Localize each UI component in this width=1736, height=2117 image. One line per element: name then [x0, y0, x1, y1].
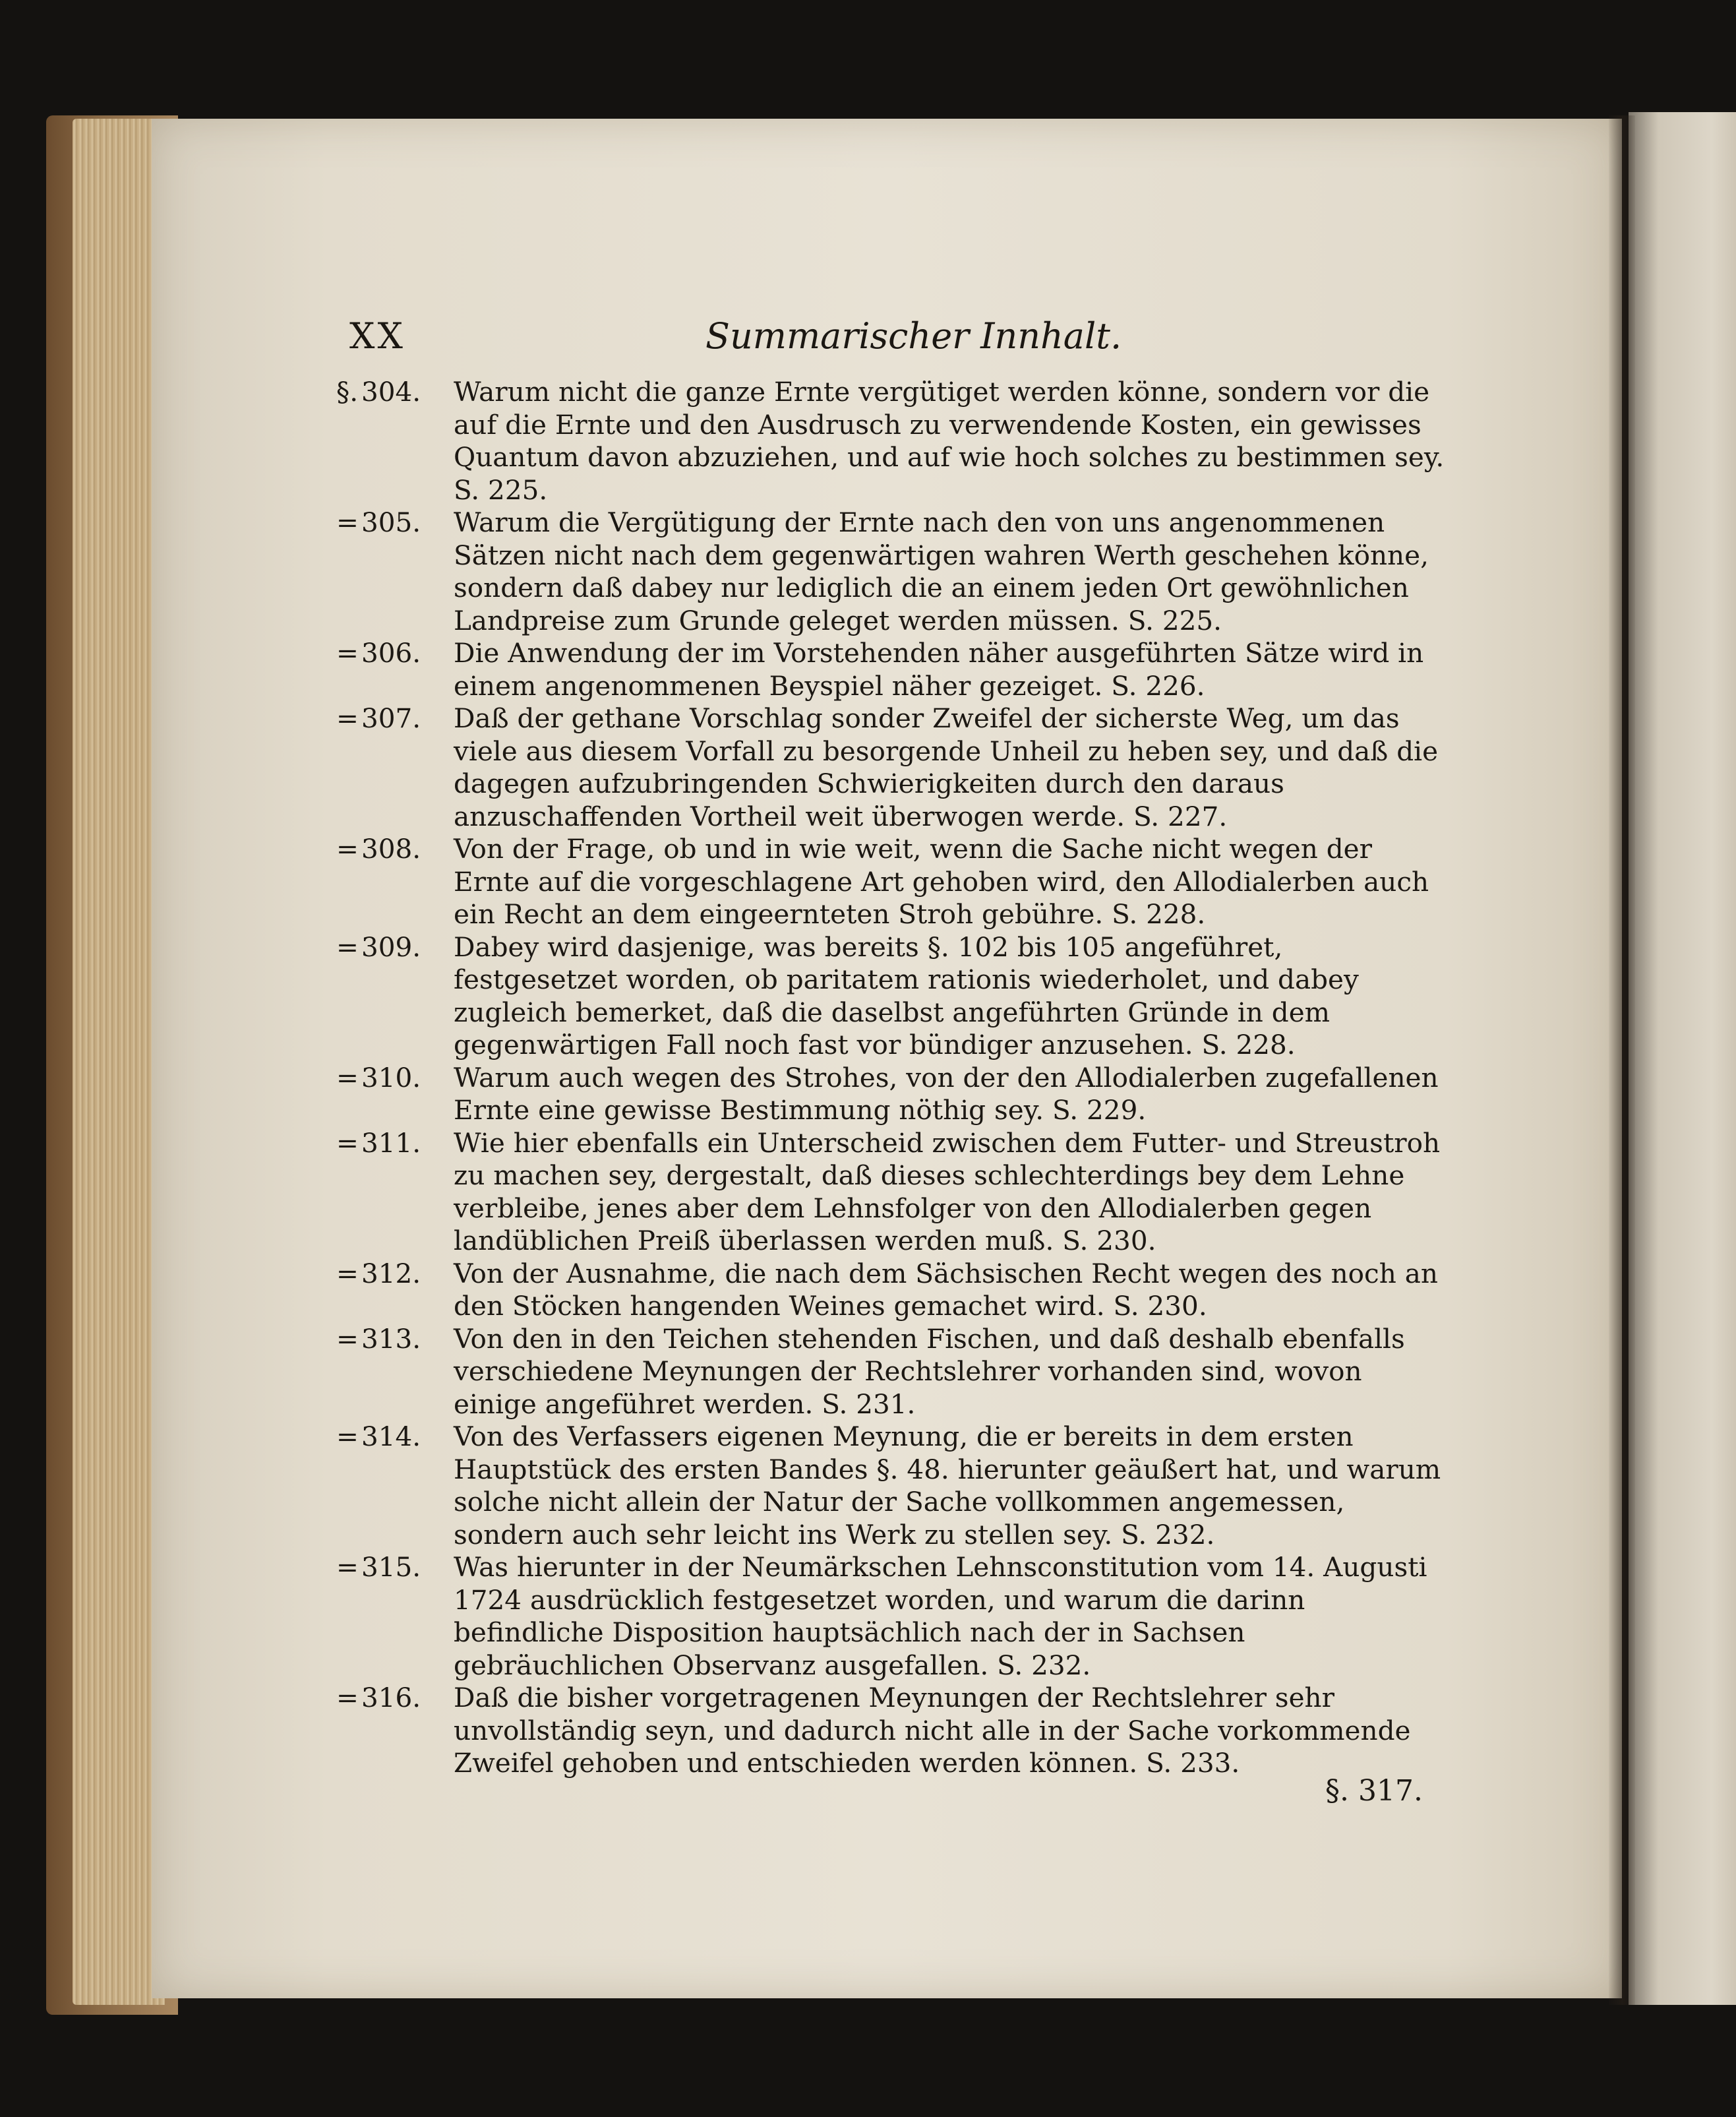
entry-text: Von des Verfassers eigenen Meynung, die er bereits in dem ersten Hauptstück des ersten Bandes §. 48. hierunter geäußert hat, und warum solche nicht allein der Natur der Sache vollkommen angemessen, sondern auch sehr leicht ins Werk zu stellen sey. S. 232. — [454, 1421, 1441, 1550]
page-stack-edge — [73, 119, 165, 2005]
ditto-mark: = — [336, 702, 359, 734]
toc-entry-310 — [336, 1062, 1451, 1127]
toc-entry-305 — [336, 506, 1451, 637]
section-number: 304. — [361, 376, 421, 408]
ditto-mark: = — [336, 1257, 359, 1289]
entry-text: Von der Ausnahme, die nach dem Sächsischen Recht wegen des noch an den Stöcken hangenden Weines gemachet wird. S. 230. — [454, 1257, 1438, 1322]
section-number: 316. — [361, 1682, 421, 1713]
table-of-contents — [336, 376, 1451, 1780]
section-number: 306. — [361, 637, 421, 669]
ditto-mark: = — [336, 506, 359, 538]
entry-text: Die Anwendung der im Vorstehenden näher ausgeführten Sätze wird in einem angenommenen Beyspiel näher gezeiget. S. 226. — [454, 637, 1424, 702]
section-number: 305. — [361, 506, 421, 538]
catchword: §. 317. — [1325, 1774, 1423, 1808]
page-number: XX — [349, 315, 405, 357]
ditto-mark: = — [336, 637, 359, 669]
toc-entry-306 — [336, 637, 1451, 702]
ditto-mark: = — [336, 1551, 359, 1583]
ditto-mark: = — [336, 1126, 359, 1159]
entry-text: Warum die Vergütigung der Ernte nach den von uns angenommenen Sätzen nicht nach dem gegenwärtigen wahren Werth geschehen könne, sondern daß dabey nur lediglich die an einem jeden Ort gewöhnlichen Landpreise zum Grunde geleget werden müssen. S. 225. — [454, 506, 1429, 636]
toc-entry-315 — [336, 1551, 1451, 1682]
entry-text: Was hierunter in der Neumärkschen Lehnsconstitution vom 14. Augusti 1724 ausdrücklich festgesetzet worden, und warum die darinn befindliche Disposition hauptsächlich nach der in Sachsen gebräuchlichen Observanz ausgefallen. S. 232. — [454, 1551, 1427, 1681]
section-number: 308. — [361, 833, 421, 865]
toc-entry-316 — [336, 1682, 1451, 1780]
section-number: 309. — [361, 931, 421, 963]
ditto-mark: = — [336, 1061, 359, 1093]
section-number: 307. — [361, 702, 421, 734]
ditto-mark: = — [336, 931, 359, 963]
toc-entry-312 — [336, 1258, 1451, 1323]
toc-entry-309 — [336, 931, 1451, 1062]
section-number: 314. — [361, 1421, 421, 1452]
section-number: 311. — [361, 1126, 421, 1159]
book-gutter — [1609, 115, 1635, 2005]
entry-text: Warum auch wegen des Strohes, von der den Allodialerben zugefallenen Ernte eine gewisse Bestimmung nöthig sey. S. 229. — [454, 1061, 1439, 1126]
toc-entry-304 — [336, 376, 1451, 506]
entry-text: Daß die bisher vorgetragenen Meynungen der Rechtslehrer sehr unvollständig seyn, und dadurch nicht alle in der Sache vorkommende Zweifel gehoben und entschieden werden können. S. 233. — [454, 1682, 1411, 1779]
ditto-mark: = — [336, 1682, 359, 1713]
section-number: 312. — [361, 1257, 421, 1289]
facing-page-edge — [1629, 112, 1736, 2005]
toc-entry-313 — [336, 1323, 1451, 1421]
running-header — [349, 315, 1431, 361]
page-title: Summarischer Innhalt. — [705, 315, 1122, 357]
ditto-mark: = — [336, 1322, 359, 1355]
entry-text: Daß der gethane Vorschlag sonder Zweifel der sicherste Weg, um das viele aus diesem Vorfall zu besorgende Unheil zu heben sey, und daß die dagegen aufzubringenden Schwierigkeiten durch den daraus anzuschaffenden Vortheil weit überwogen werde. S. 227. — [454, 702, 1439, 832]
section-mark: §. — [336, 376, 359, 408]
section-number: 310. — [361, 1061, 421, 1093]
toc-entry-307 — [336, 702, 1451, 833]
toc-entry-314 — [336, 1421, 1451, 1551]
ditto-mark: = — [336, 833, 359, 865]
toc-entry-311 — [336, 1127, 1451, 1258]
section-number: 313. — [361, 1322, 421, 1355]
toc-entry-308 — [336, 833, 1451, 931]
entry-text: Wie hier ebenfalls ein Unterscheid zwischen dem Futter- und Streustroh zu machen sey, dergestalt, daß dieses schlechterdings bey dem Lehne verbleibe, jenes aber dem Lehnsfolger von den Allodialerben gegen landüblichen Preiß überlassen werden muß. S. 230. — [454, 1126, 1441, 1256]
entry-text: Von der Frage, ob und in wie weit, wenn die Sache nicht wegen der Ernte auf die vorgeschlagene Art gehoben wird, den Allodialerben auch ein Recht an dem eingeernteten Stroh gebühre. S. 228. — [454, 833, 1429, 930]
ditto-mark: = — [336, 1421, 359, 1452]
entry-text: Von den in den Teichen stehenden Fischen, und daß deshalb ebenfalls verschiedene Meynungen der Rechtslehrer vorhanden sind, wovon einige angeführet werden. S. 231. — [454, 1322, 1405, 1420]
section-number: 315. — [361, 1551, 421, 1583]
entry-text: Warum nicht die ganze Ernte vergütiget werden könne, sondern vor die auf die Ernte und den Ausdrusch zu verwendende Kosten, ein gewisses Quantum davon abzuziehen, und auf wie hoch solches zu bestimmen sey. S. 225. — [454, 376, 1445, 506]
entry-text: Dabey wird dasjenige, was bereits §. 102 bis 105 angeführet, festgesetzet worden, ob paritatem rationis wiederholet, und dabey zugleich bemerket, daß die daselbst angeführten Gründe in dem gegenwärtigen Fall noch fast vor bündiger anzusehen. S. 228. — [454, 931, 1359, 1060]
